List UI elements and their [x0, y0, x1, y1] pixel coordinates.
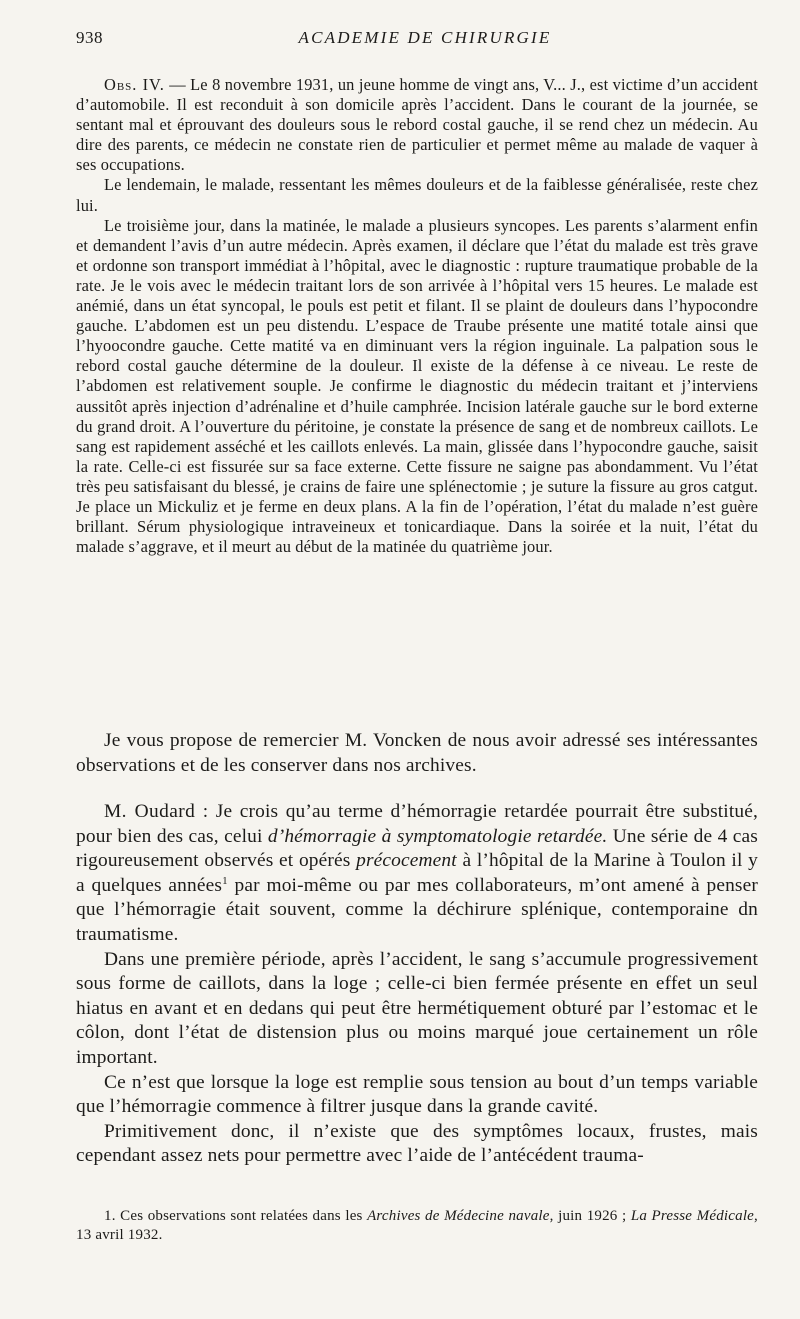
- observation-paragraph-3: Le troisième jour, dans la matinée, le malade a plusieurs syncopes. Les parents s’alarment enfin et demandent l’avis d’un autre médecin. Après examen, il déclare que l’état du malade est très grave et ordonne son transport immédiat à l’hôpital, avec le diagnostic : rupture traumatique probable de la rate. Je le vois avec le médecin traitant lors de son arrivée à l’hôpital vers 15 heures. Le malade est anémié, dans un état syncopal, le pouls est petit et filant. Il se plaint de douleurs dans l’hypocondre gauche. L’abdomen est un peu distendu. L’espace de Traube présente une matité totale ainsi que l’hyoocondre gauche. Cette matité va en diminuant vers la région inguinale. La palpation sous le rebord costal gauche détermine de la douleur. Il existe de la défense à ce niveau. Le reste de l’abdomen est relativement souple. Je confirme le diagnostic du médecin traitant et j’interviens aussitôt après injection d’adrénaline et d’huile camphrée. Incision latérale gauche sur le bord externe du grand droit. A l’ouverture du péritoine, je constate la présence de sang et de nombreux caillots. Le sang est rapidement asséché et les caillots enlevés. La main, glissée dans l’hypocondre gauche, saisit la rate. Celle-ci est fissurée sur sa face externe. Cette fissure ne saigne pas abondamment. Vu l’état très peu satisfaisant du blessé, je crains de faire une splénectomie ; je suture la fissure au gros catgut. Je place un Mickuliz et je ferme en deux plans. A la fin de l’opération, l’état du malade n’est guère brillant. Sérum physiologique intraveineux et tonicardiaque. Dans la soirée et la nuit, l’état du malade s’aggrave, et il meurt au début de la matinée du quatrième jour.: [76, 215, 758, 557]
- discussion-text: à l’hôpital de la Marine à Toulon il y a quelques années: [76, 850, 758, 896]
- observation-block: [76, 75, 758, 557]
- journal-title: La Presse Médicale: [630, 1208, 755, 1224]
- discussion-paragraph-1: [76, 800, 758, 948]
- journal-title: Archives de Médecine navale: [367, 1208, 550, 1224]
- observation-paragraph-2: Le lendemain, le malade, ressentant les mêmes douleurs et de la faiblesse généralisée, reste chez lui.: [76, 175, 758, 215]
- footnote-text: [76, 1207, 758, 1245]
- conclusion-paragraph: Je vous propose de remercier M. Voncken de nous avoir adressé ses intéressantes observations et de les conserver dans nos archives.: [76, 730, 758, 776]
- running-title: ACADEMIE DE CHIRURGIE: [298, 28, 552, 47]
- discussion-text: Une série de 4 cas rigoureusement observés et opérés: [76, 825, 758, 872]
- observation-intro: — Le 8 novembre 1931, un jeune homme de vingt ans, V... J., est victime d’un accident d’automobile. Il est reconduit à son domicile après l’accident. Dans le courant de la journée, se sentant mal et éprouvant des douleurs sous le rebord costal gauche, il se rend chez un médecin. Au dire des parents, ce médecin ne constate rien de particulier et permet même au malade de vaquer à ses occupations.: [76, 75, 758, 175]
- footnote-segment: Ces observations sont relatées dans les: [115, 1208, 368, 1224]
- discussion-paragraph-4: Primitivement donc, il n’existe que des symptômes locaux, frustes, mais cependant assez nets pour permettre avec l’aide de l’antécédent trauma-: [76, 1120, 758, 1167]
- discussion-text: : Je crois qu’au terme d’hémorragie retardée pourrait être substitué, pour bien des cas, celui: [76, 801, 758, 847]
- observation-label: Obs. IV.: [104, 75, 165, 94]
- italic-term: précocement: [356, 850, 457, 872]
- speaker-name: M. Oudard: [104, 801, 196, 822]
- discussion-text: par moi-même ou par mes collaborateurs, m’ont amené à penser que l’hémorragie était souvent, comme la déchirure splénique, contemporaine dn traumatisme.: [76, 874, 758, 945]
- discussion-paragraph-2: Dans une première période, après l’accident, le sang s’accumule progressivement sous forme de caillots, dans la loge ; celle-ci bien fermée présente en effet un seul hiatus en avant et en dedans qui peut être hermétiquement obturé par l’estomac et le côlon, dont l’état de distension plus ou moins marqué joue certainement un rôle important.: [76, 948, 758, 1068]
- footnote: [76, 1207, 758, 1245]
- footnote-segment: , juin 1926 ;: [549, 1208, 631, 1224]
- conclusion-block: [76, 729, 758, 778]
- discussion-block: [76, 800, 758, 1169]
- footnote-number: 1.: [104, 1208, 116, 1224]
- footnote-reference: 1: [222, 874, 228, 887]
- page-header: [76, 28, 774, 54]
- page-number: 938: [76, 28, 103, 47]
- observation-paragraph-1: [76, 75, 758, 175]
- footnote-segment: , 13 avril 1932.: [76, 1208, 758, 1243]
- discussion-paragraph-3: Ce n’est que lorsque la loge est remplie sous tension au bout d’un temps variable que l’hémorragie commence à filtrer jusque dans la grande cavité.: [76, 1071, 758, 1118]
- italic-term: d’hémorragie à symptomatologie retardée.: [267, 825, 608, 847]
